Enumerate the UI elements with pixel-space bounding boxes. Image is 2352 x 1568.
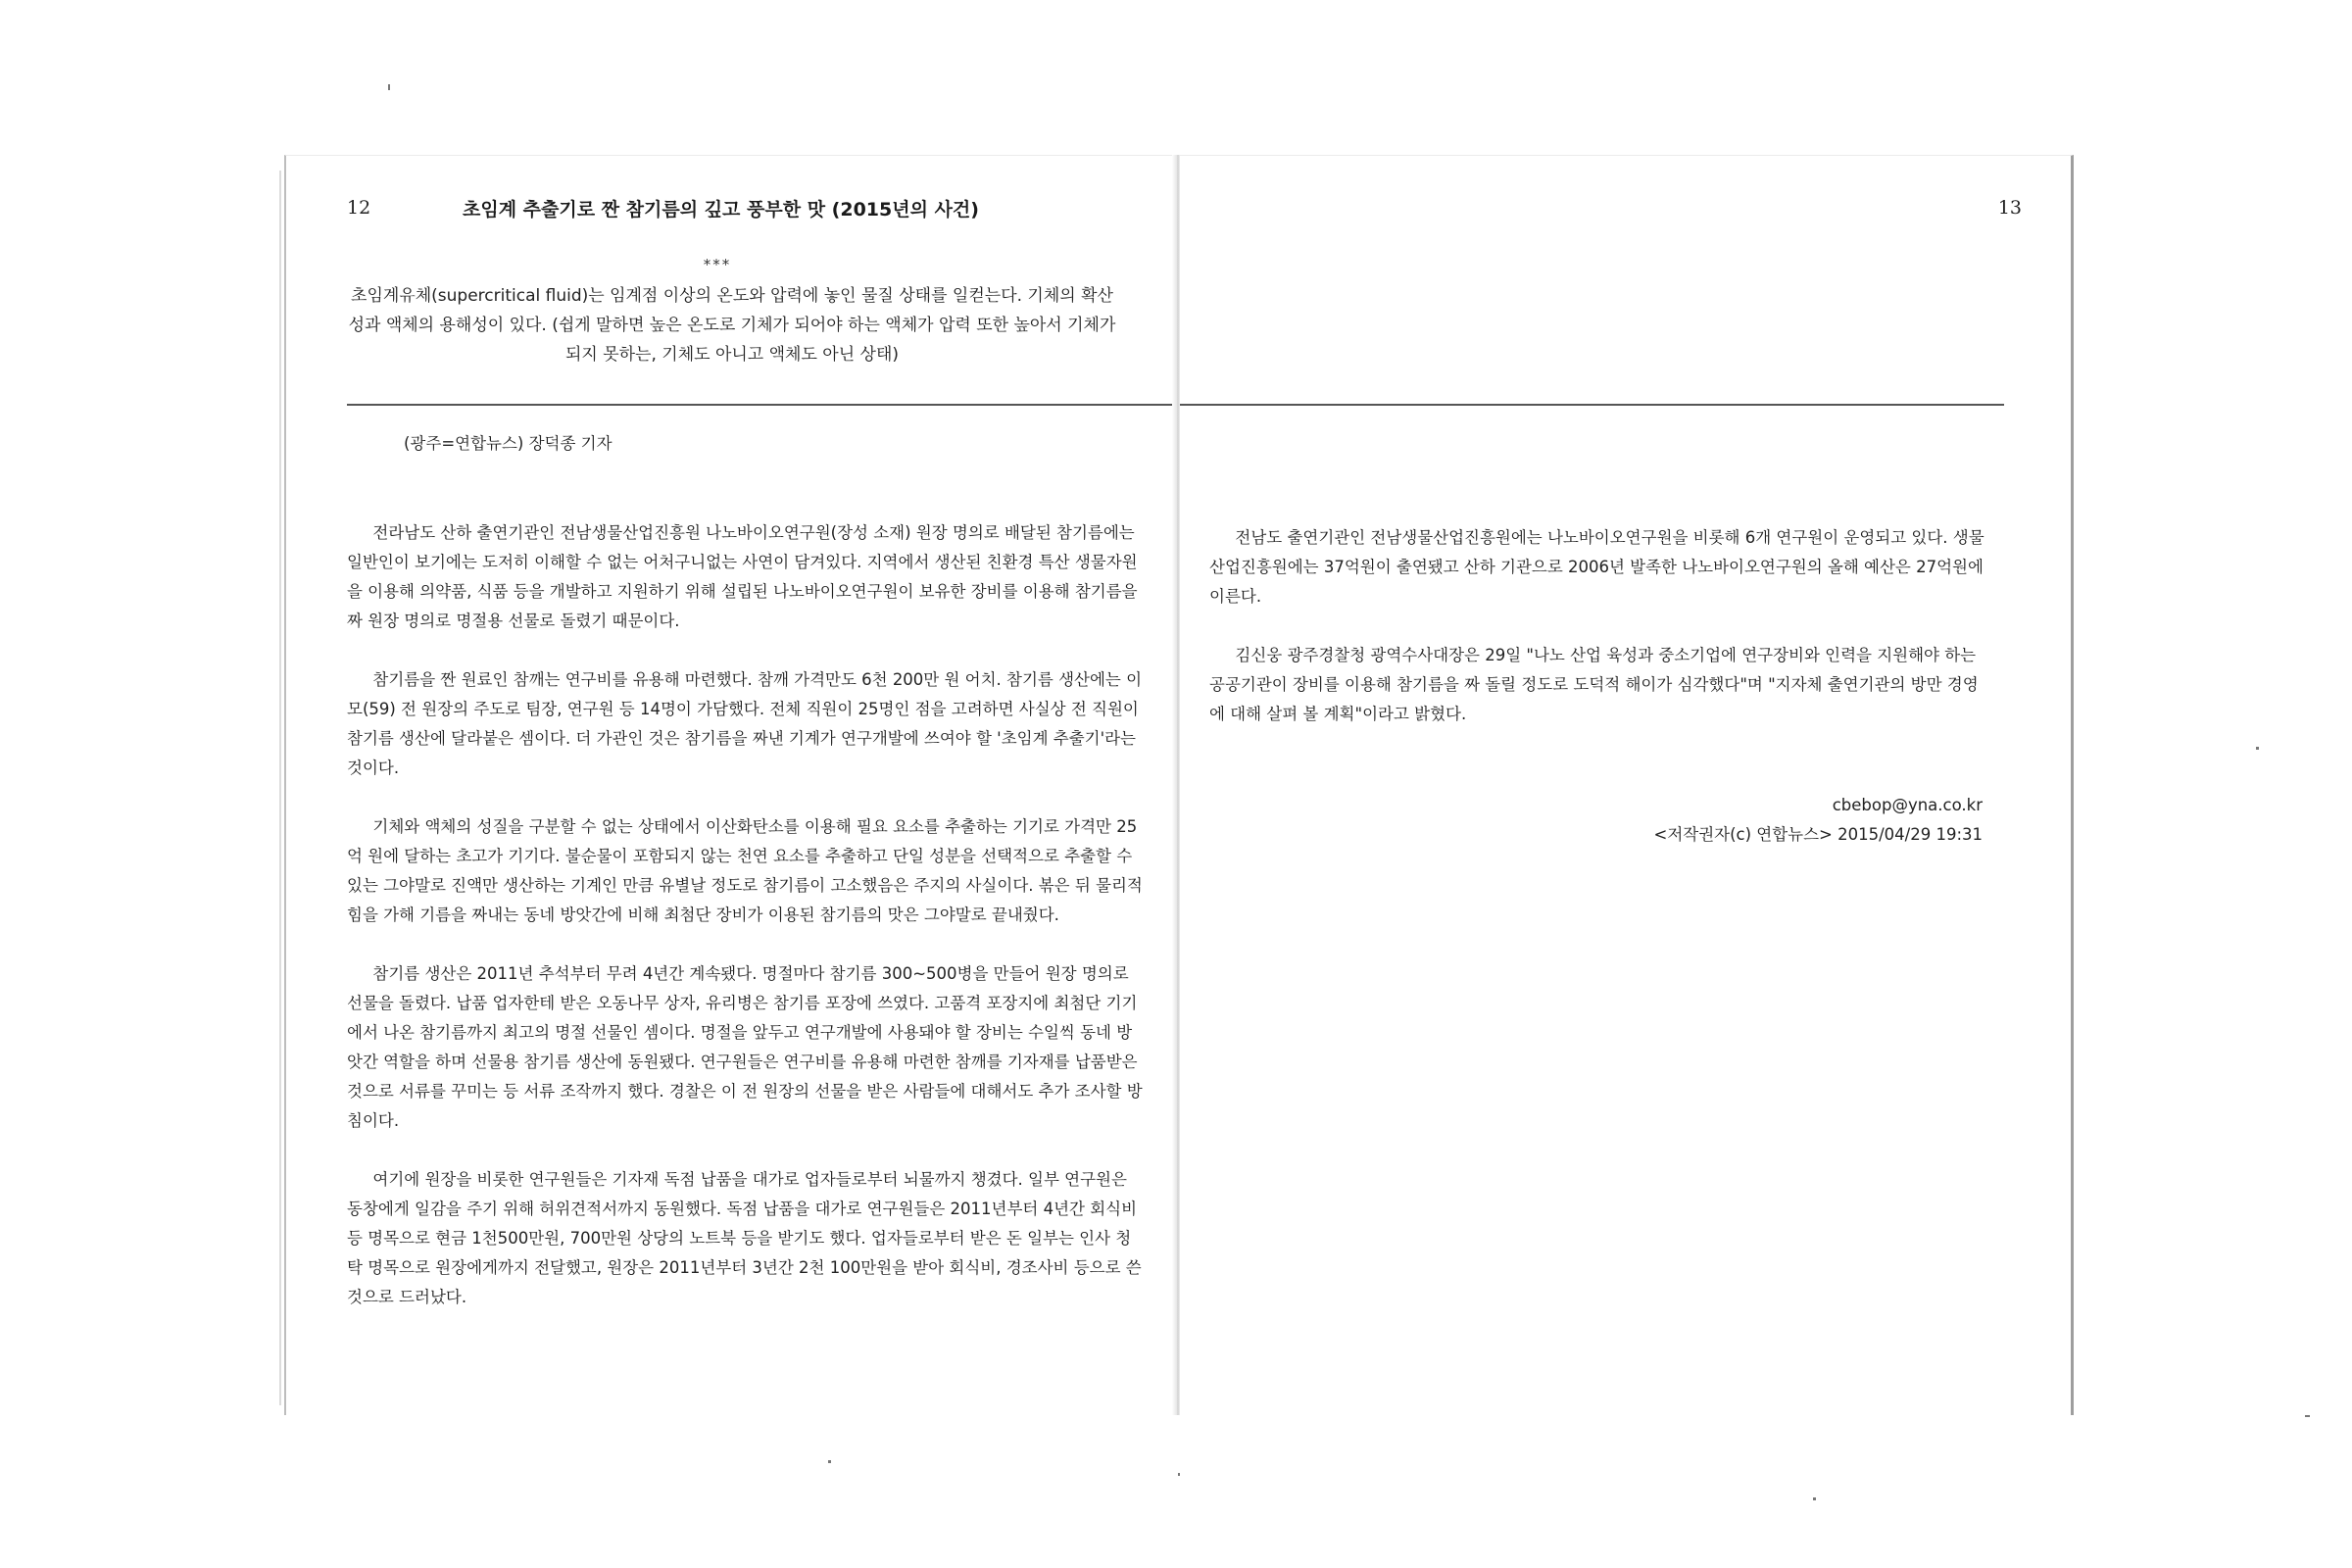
article-signoff	[1654, 791, 1984, 850]
paragraph: 여기에 원장을 비롯한 연구원들은 기자재 독점 납품을 대가로 업자들로부터 뇌물까지 챙겼다. 일부 연구원은 동창에게 일감을 주기 위해 허위견적서까지 동원했다. 독점 납품을 대가로 연구원들은 2011년부터 4년간 회식비 등 명목으로 현금 1천500만원, 700만원 상당의 노트북 등을 받기도 했다. 업자들로부터 받은 돈 일부는 인사 청탁 명목으로 원장에게까지 전달했고, 원장은 2011년부터 3년간 2천 100만원을 받아 회식비, 경조사비 등으로 쓴 것으로 드러났다.	[347, 1170, 1142, 1306]
page-number: 13	[1997, 197, 2022, 219]
article-body	[347, 518, 1145, 1342]
scan-speck	[828, 1460, 831, 1463]
divider-rule	[1180, 404, 2004, 406]
article-body	[1209, 523, 1991, 759]
scan-speck	[2256, 747, 2259, 750]
paragraph: 참기름을 짠 원료인 참깨는 연구비를 유용해 마련했다. 참깨 가격만도 6천 200만 원 어치. 참기름 생산에는 이모(59) 전 원장의 주도로 팀장, 연구원 등 14명이 가담했다. 전체 직원이 25명인 점을 고려하면 사실상 전 직원이 참기름 생산에 달라붙은 셈이다. 더 가관인 것은 참기름을 짜낸 기계가 연구개발에 쓰여야 할 '초임계 추출기'라는 것이다.	[347, 670, 1143, 777]
scan-speck	[1813, 1497, 1816, 1500]
scan-speck	[388, 84, 390, 90]
section-asterisks: ***	[703, 256, 732, 273]
reporter-email: cbebop@yna.co.kr	[1832, 796, 1983, 814]
page-number: 12	[347, 197, 371, 219]
paragraph: 전남도 출연기관인 전남생물산업진흥원에는 나노바이오연구원을 비롯해 6개 연구원이 운영되고 있다. 생물산업진흥원에는 37억원이 출연됐고 산하 기관으로 2006년 발족한 나노바이오연구원의 올해 예산은 27억원에 이른다.	[1209, 528, 1984, 606]
paragraph: 참기름 생산은 2011년 추석부터 무려 4년간 계속됐다. 명절마다 참기름 300~500병을 만들어 원장 명의로 선물을 돌렸다. 납품 업자한테 받은 오동나무 상자, 유리병은 참기름 포장에 쓰였다. 고품격 포장지에 최첨단 기기에서 나온 참기름까지 최고의 명절 선물인 셈이다. 명절을 앞두고 연구개발에 사용돼야 할 장비는 수일씩 동네 방앗간 역할을 하며 선물용 참기름 생산에 동원됐다. 연구원들은 연구비를 유용해 마련한 참깨를 기자재를 납품받은 것으로 서류를 꾸미는 등 서류 조작까지 했다. 경찰은 이 전 원장의 선물을 받은 사람들에 대해서도 추가 조사할 방침이다.	[347, 964, 1143, 1130]
paragraph: 전라남도 산하 출연기관인 전남생물산업진흥원 나노바이오연구원(장성 소재) 원장 명의로 배달된 참기름에는 일반인이 보기에는 도저히 이해할 수 없는 어처구니없는 사연이 담겨있다. 지역에서 생산된 친환경 특산 생물자원을 이용해 의약품, 식품 등을 개발하고 지원하기 위해 설립된 나노바이오연구원이 보유한 장비를 이용해 참기름을 짜 원장 명의로 명절용 선물로 돌렸기 때문이다.	[347, 523, 1138, 630]
right-page	[1180, 155, 2074, 1415]
paragraph: 김신웅 광주경찰청 광역수사대장은 29일 "나노 산업 육성과 중소기업에 연구장비와 인력을 지원해야 하는 공공기관이 장비를 이용해 참기름을 짜 돌릴 정도로 도덕적 해이가 심각했다"며 "지자체 출연기관의 방만 경영에 대해 살펴 볼 계획"이라고 밝혔다.	[1209, 646, 1979, 723]
scan-speck	[1178, 1473, 1180, 1476]
left-page-edge	[279, 171, 281, 1405]
divider-rule	[347, 404, 1176, 406]
byline: (광주=연합뉴스) 장덕종 기자	[404, 434, 612, 453]
copyright-line: <저작권자(c) 연합뉴스> 2015/04/29 19:31	[1653, 825, 1983, 844]
scan-speck	[2305, 1415, 2310, 1417]
left-page	[284, 155, 1176, 1415]
running-title: 초임계 추출기로 짠 참기름의 깊고 풍부한 맛 (2015년의 사건)	[463, 199, 979, 220]
intro-text: 초임계유체(supercritical fluid)는 임계점 이상의 온도와 압력에 놓인 물질 상태를 일컫는다. 기체의 확산성과 액체의 용해성이 있다. (쉽게 말하면 높은 온도로 기체가 되어야 하는 액체가 압력 또한 높아서 기체가 되지 못하는, 기체도 아니고 액체도 아닌 상태)	[348, 286, 1116, 365]
paragraph: 기체와 액체의 성질을 구분할 수 없는 상태에서 이산화탄소를 이용해 필요 요소를 추출하는 기기로 가격만 25억 원에 달하는 초고가 기기다. 불순물이 포함되지 않는 천연 요소를 추출하고 단일 성분을 선택적으로 추출할 수 있는 그야말로 진액만 생산하는 기계인 만큼 유별날 정도로 참기름이 고소했음은 주지의 사실이다. 볶은 뒤 물리적 힘을 가해 기름을 짜내는 동네 방앗간에 비해 최첨단 장비가 이용된 참기름의 맛은 그야말로 끝내줬다.	[347, 817, 1143, 924]
